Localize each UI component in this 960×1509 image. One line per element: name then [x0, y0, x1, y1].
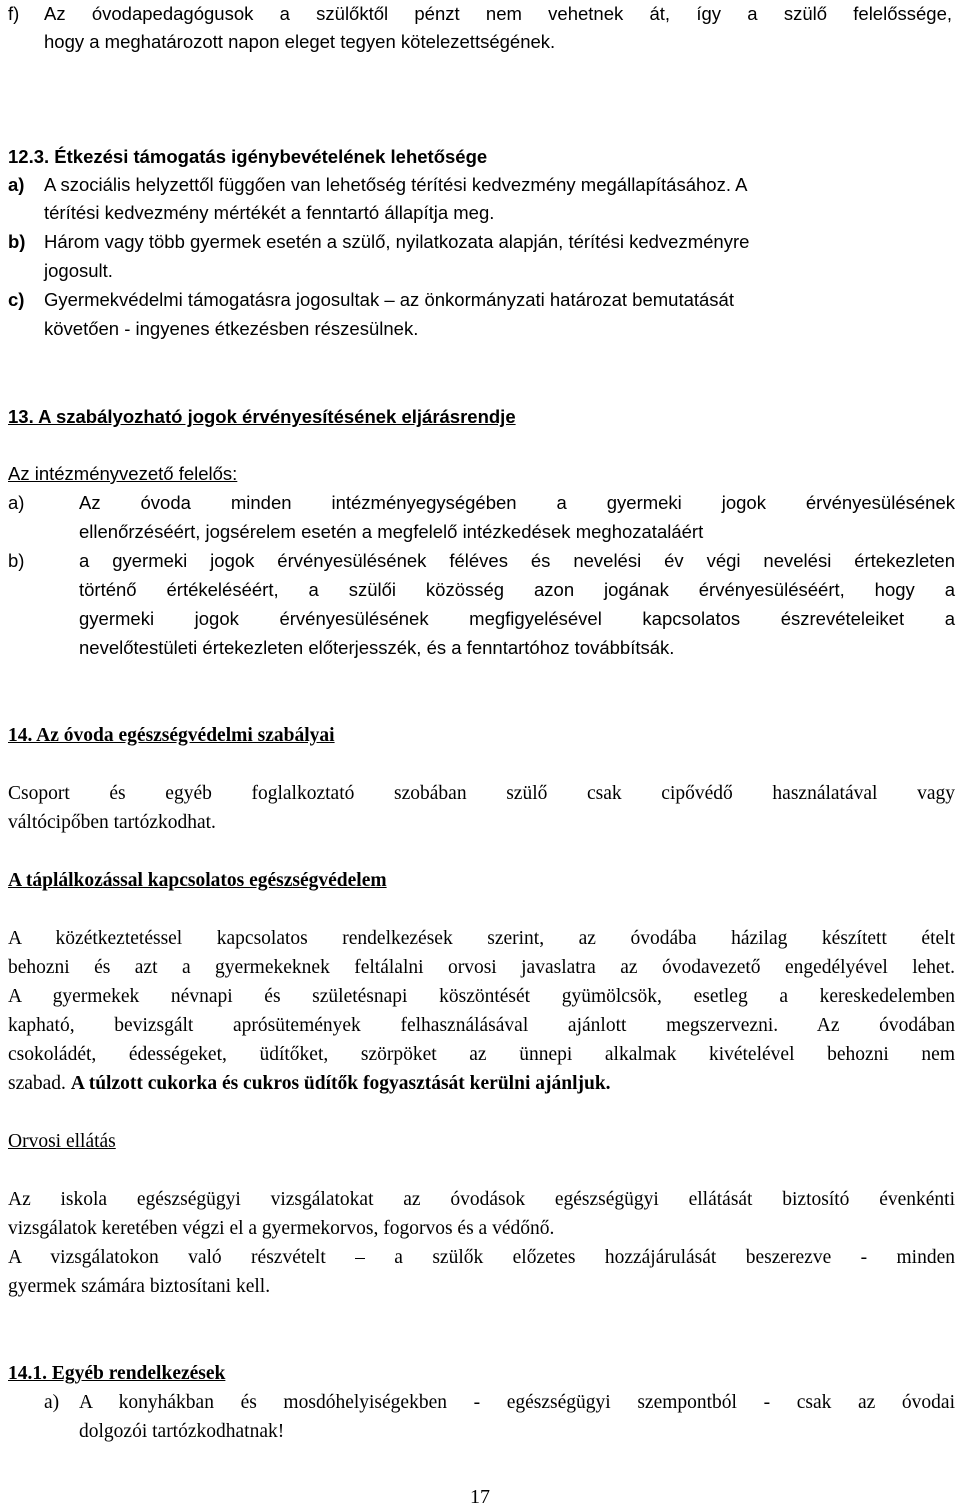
p3-line4-start: szabad.: [8, 1073, 66, 1094]
section-14-p4-line1: Az iskola egészségügyi vizsgálatokat az óvodások egészségügyi ellátását biztosító évenkénti: [8, 1189, 955, 1210]
sugar-warning: A túlzott cukorka és cukros üdítők fogyasztását kerülni ajánljuk.: [70, 1073, 611, 1094]
item-12-3-c-label: c): [8, 289, 25, 310]
item-12-3-c-line1: Gyermekvédelmi támogatásra jogosultak – az önkormányzati határozat bemutatását: [44, 289, 734, 310]
item-f-line1: Az óvodapedagógusok a szülőktől pénzt nem vehetnek át, így a szülő felelőssége,: [44, 3, 952, 24]
item-12-3-b-label: b): [8, 231, 26, 252]
item-14-1-a-line2: dolgozói tartózkodhatnak!: [79, 1421, 285, 1442]
item-12-3-a-line2: térítési kedvezmény mértékét a fenntartó állapítja meg.: [44, 202, 495, 223]
medical-heading: Orvosi ellátás: [8, 1131, 116, 1152]
section-14-p3-line1: A gyermekek névnapi és születésnapi köszöntését gyümölcsök, esetleg a kereskedelemben: [8, 986, 955, 1007]
item-13-b-line3: gyermeki jogok érvényesülésének megfigyelésével kapcsolatos észrevételeiket a: [79, 608, 955, 629]
page-number: 17: [470, 1486, 490, 1508]
item-13-b-line4: nevelőtestületi értekezleten előterjesszék, és a fenntartóhoz továbbítsák.: [79, 637, 675, 658]
section-13-subheading: Az intézményvezető felelős:: [8, 463, 238, 484]
item-14-1-a-line1: A konyhákban és mosdóhelyiségekben - egészségügyi szempontból - csak az óvodai: [79, 1392, 955, 1413]
item-13-a-line1: Az óvoda minden intézményegységében a gyermeki jogok érvényesülésének: [79, 492, 955, 513]
section-12-3-heading: 12.3. Étkezési támogatás igénybevételének lehetősége: [8, 146, 488, 167]
item-13-b-line1: a gyermeki jogok érvényesülésének féléves és nevelési év végi nevelési értekezleten: [79, 550, 955, 571]
item-12-3-b-line2: jogosult.: [44, 260, 113, 281]
item-f-label: f): [8, 3, 20, 24]
section-14-heading: 14. Az óvoda egészségvédelmi szabályai: [8, 725, 335, 746]
section-14-p3-line2: kapható, bevizsgált aprósütemények felhasználásával ajánlott megszervezni. Az óvodában: [8, 1015, 955, 1036]
item-12-3-a-label: a): [8, 174, 25, 195]
section-14-p5-line2: gyermek számára biztosítani kell.: [8, 1276, 271, 1297]
section-14-p2-line1: A közétkeztetéssel kapcsolatos rendelkezések szerint, az óvodába házilag készített ételt: [8, 928, 955, 949]
section-13-heading: 13. A szabályozható jogok érvényesítésének eljárásrendje: [8, 406, 516, 427]
item-12-3-a-line1: A szociális helyzettől függően van lehetőség térítési kedvezmény megállapításához. A: [44, 174, 748, 195]
section-14-p2-line2: behozni és azt a gyermekeknek feltálalni orvosi javaslatra az óvodavezető engedélyével lehet.: [8, 957, 955, 978]
section-14-p4-line2: vizsgálatok keretében végzi el a gyermekorvos, fogorvos és a védőnő.: [8, 1218, 555, 1239]
item-13-b-line2: történő értékeléséért, a szülői közösség azon jogának érvényesüléséért, hogy a: [79, 579, 955, 600]
item-13-a-line2: ellenőrzéséért, jogsérelem esetén a megfelelő intézkedések meghozataláért: [79, 521, 704, 542]
section-14-p1-line1: Csoport és egyéb foglalkoztató szobában szülő csak cipővédő használatával vagy: [8, 783, 955, 804]
section-14-p3-line4: [8, 1072, 611, 1096]
section-14-p3-line3: csokoládét, édességeket, üdítőket, szörpöket az ünnepi alkalmak kivételével behozni nem: [8, 1044, 955, 1065]
nutrition-heading: A táplálkozással kapcsolatos egészségvédelem: [8, 870, 387, 891]
item-13-a-label: a): [8, 492, 25, 513]
section-14-p1-line2: váltócipőben tartózkodhat.: [8, 812, 216, 833]
section-14-1-heading: 14.1. Egyéb rendelkezések: [8, 1363, 226, 1384]
item-12-3-c-line2: követően - ingyenes étkezésben részesülnek.: [44, 318, 419, 339]
item-f-line2: hogy a meghatározott napon eleget tegyen kötelezettségének.: [44, 31, 556, 52]
section-14-p5-line1: A vizsgálatokon való részvételt – a szülők előzetes hozzájárulását beszerezve - minden: [8, 1247, 955, 1268]
item-12-3-b-line1: Három vagy több gyermek esetén a szülő, nyilatkozata alapján, térítési kedvezményre: [44, 231, 750, 252]
item-13-b-label: b): [8, 550, 25, 571]
item-14-1-a-label: a): [44, 1392, 60, 1413]
